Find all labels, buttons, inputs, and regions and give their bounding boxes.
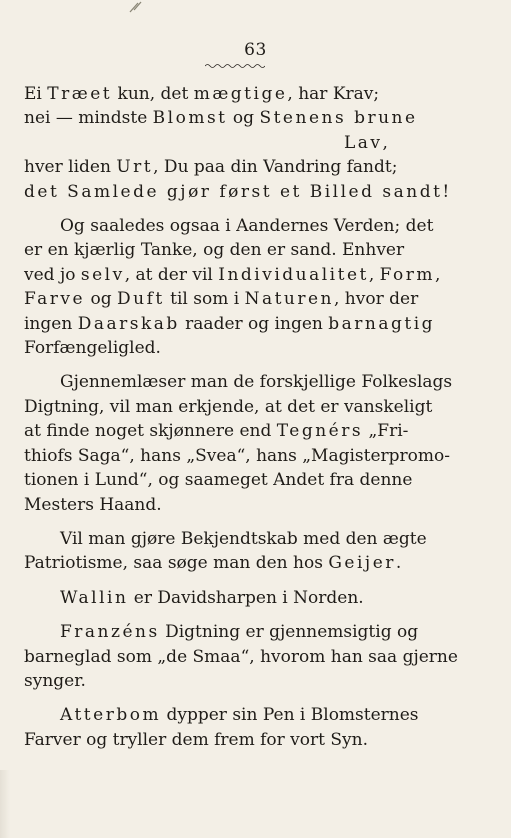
spaced-emphasis: barnagtig [328,313,436,334]
text-line [24,551,464,575]
spaced-emphasis: Blomst [152,108,228,129]
text-run: hver liden [24,157,117,178]
text-run: og [227,108,260,129]
spaced-emphasis: selv [80,264,125,285]
text-run: kun, det [112,84,194,104]
spaced-emphasis: Individualitet [218,264,369,285]
paragraph-gap [24,576,464,586]
text-run: Mesters Haand. [24,494,162,515]
text-line [24,620,464,644]
text-line [24,703,464,727]
spaced-emphasis: Urt [116,157,154,178]
page-number: 63 [244,40,267,60]
text-run: ingen [24,313,78,334]
text-line [24,468,464,492]
text-run: , Du paa din Vandring fandt; [153,157,398,178]
text-run: ved jo [24,264,81,285]
spaced-emphasis: mægtige [193,84,288,104]
page-edge-shadow [0,770,10,838]
text-run: Digtning, vil man erkjende, at det er vanskeligt [24,396,433,417]
ink-mark-icon [128,0,144,14]
text-run: Farver og tryller dem frem for vort Syn. [24,729,368,750]
spaced-emphasis: Duft [117,289,165,310]
text-line [24,645,464,669]
spaced-emphasis: Franzéns [60,622,160,643]
text-line [24,370,464,394]
text-line [24,263,464,287]
spaced-emphasis: Tegnérs [276,421,364,442]
paragraph-gap [24,517,464,527]
text-run: synger. [24,670,86,691]
text-run: Patriotisme, saa søge man den hos [24,553,329,574]
text-line [24,586,464,610]
text-run: , har Krav; [287,84,380,104]
text-run: tionen i Lund“, og saameget Andet fra denne [24,470,413,491]
paragraph-gap [24,693,464,703]
text-run: raader og ingen [179,313,329,334]
text-run: Ei [24,84,48,104]
body-text [24,82,464,752]
text-line [24,287,464,311]
text-run: Forfængeligled. [24,338,161,359]
text-line [24,493,464,517]
spaced-emphasis: Lav [344,132,383,153]
spaced-emphasis: Atterbom [60,705,162,726]
text-run: og [85,289,118,310]
text-run: Gjennemlæser man de forskjellige Folkeslags [60,372,453,393]
text-run: , at der vil [124,264,219,285]
paragraph-gap [24,610,464,620]
text-line [24,395,464,419]
text-run: at finde noget skjønnere end [24,421,277,442]
text-run: er en kjærlig Tanke, og den er sand. Enhver [24,240,405,261]
text-line [24,527,464,551]
text-line [24,238,464,262]
spaced-emphasis: Naturen [244,289,334,310]
text-run: , [382,132,388,153]
text-run: er Davidsharpen i Norden. [128,587,364,608]
text-line [24,106,464,130]
spaced-emphasis: det Samlede gjør først et Billed sandt! [24,181,452,202]
text-run: til som i [164,289,245,310]
spaced-emphasis: Form [379,264,436,285]
text-run: Vil man gjøre Bekjendtskab med den ægte [60,528,427,549]
text-run: dypper sin Pen i Blomsternes [161,705,419,726]
spaced-emphasis: Farve [24,289,86,310]
text-line [24,214,464,238]
spaced-emphasis: Daarskab [77,313,180,334]
spaced-emphasis: Træet [47,84,113,104]
text-run: nei — mindste [24,108,153,129]
page-number-ornament [205,63,265,69]
text-run: , [368,264,380,285]
spaced-emphasis: Stenens brune [259,108,418,129]
paragraph-gap [24,204,464,214]
text-line [24,336,464,360]
paragraph-gap [24,360,464,370]
spaced-emphasis: Wallin [60,587,129,608]
text-line [24,728,464,752]
text-run: , [435,264,441,285]
text-run: , hvor der [334,289,419,310]
text-line [24,155,464,179]
text-line [24,82,464,106]
text-run: Og saaledes ogsaa i Aandernes Verden; det [60,216,434,237]
text-run: Digtning er gjennemsigtig og [159,622,419,643]
text-run: barneglad som „de Smaa“, hvorom han saa gjerne [24,646,458,667]
text-line [24,312,464,336]
text-line [24,419,464,443]
text-run: . [395,553,402,574]
text-line [24,180,464,204]
text-line [24,444,464,468]
spaced-emphasis: Geijer [328,553,396,574]
text-line [24,131,464,155]
text-line [24,669,464,693]
text-run: „Fri- [363,421,409,442]
text-run: thiofs Saga“, hans „Svea“, hans „Magisterpromo- [24,445,450,466]
